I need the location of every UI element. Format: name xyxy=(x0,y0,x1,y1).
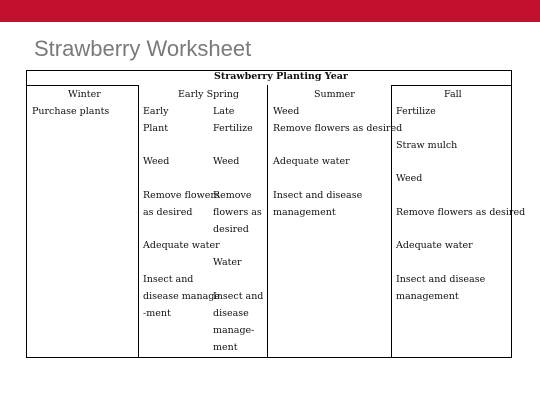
summer-task: management xyxy=(273,207,336,218)
late-task: flowers as xyxy=(213,207,262,218)
early-task: Remove flowers xyxy=(143,190,220,201)
header-early-spring: Early Spring xyxy=(178,89,239,100)
early-task: Plant xyxy=(143,123,169,134)
fall-task: Adequate water xyxy=(396,240,473,251)
sub-header-early: Early xyxy=(143,106,169,117)
fall-task: Weed xyxy=(396,173,423,184)
late-task: Weed xyxy=(213,156,240,167)
early-task: as desired xyxy=(143,207,193,218)
early-task: Weed xyxy=(143,156,170,167)
slide-title: Strawberry Worksheet xyxy=(34,36,252,61)
summer-task: Adequate water xyxy=(273,156,350,167)
late-task: disease xyxy=(213,308,249,319)
late-task: Remove xyxy=(213,190,252,201)
summer-task: Remove flowers as desired xyxy=(273,123,403,134)
winter-task: Purchase plants xyxy=(32,106,110,117)
early-task: -ment xyxy=(143,308,171,319)
table-caption: Strawberry Planting Year xyxy=(214,71,348,82)
fall-task: Remove flowers as desired xyxy=(396,207,526,218)
fall-task: management xyxy=(396,291,459,302)
summer-task: Weed xyxy=(273,106,300,117)
late-task: Water xyxy=(213,257,242,268)
early-task: Adequate water xyxy=(143,240,220,251)
early-task: Insect and xyxy=(143,274,194,285)
header-winter: Winter xyxy=(68,89,101,100)
header-fall: Fall xyxy=(444,89,462,100)
summer-task: Insect and disease xyxy=(273,190,363,201)
sub-header-late: Late xyxy=(213,106,235,117)
late-task: desired xyxy=(213,224,249,235)
column-divider xyxy=(138,85,139,358)
late-task: ment xyxy=(213,342,238,353)
top-accent-bar xyxy=(0,0,540,22)
column-divider xyxy=(267,85,268,358)
late-task: manage- xyxy=(213,325,255,336)
fall-task: Insect and disease xyxy=(396,274,486,285)
fall-task: Straw mulch xyxy=(396,140,458,151)
late-task: Insect and xyxy=(213,291,264,302)
header-summer: Summer xyxy=(314,89,355,100)
fall-task: Fertilize xyxy=(396,106,436,117)
late-task: Fertilize xyxy=(213,123,253,134)
early-task: disease manage xyxy=(143,291,220,302)
